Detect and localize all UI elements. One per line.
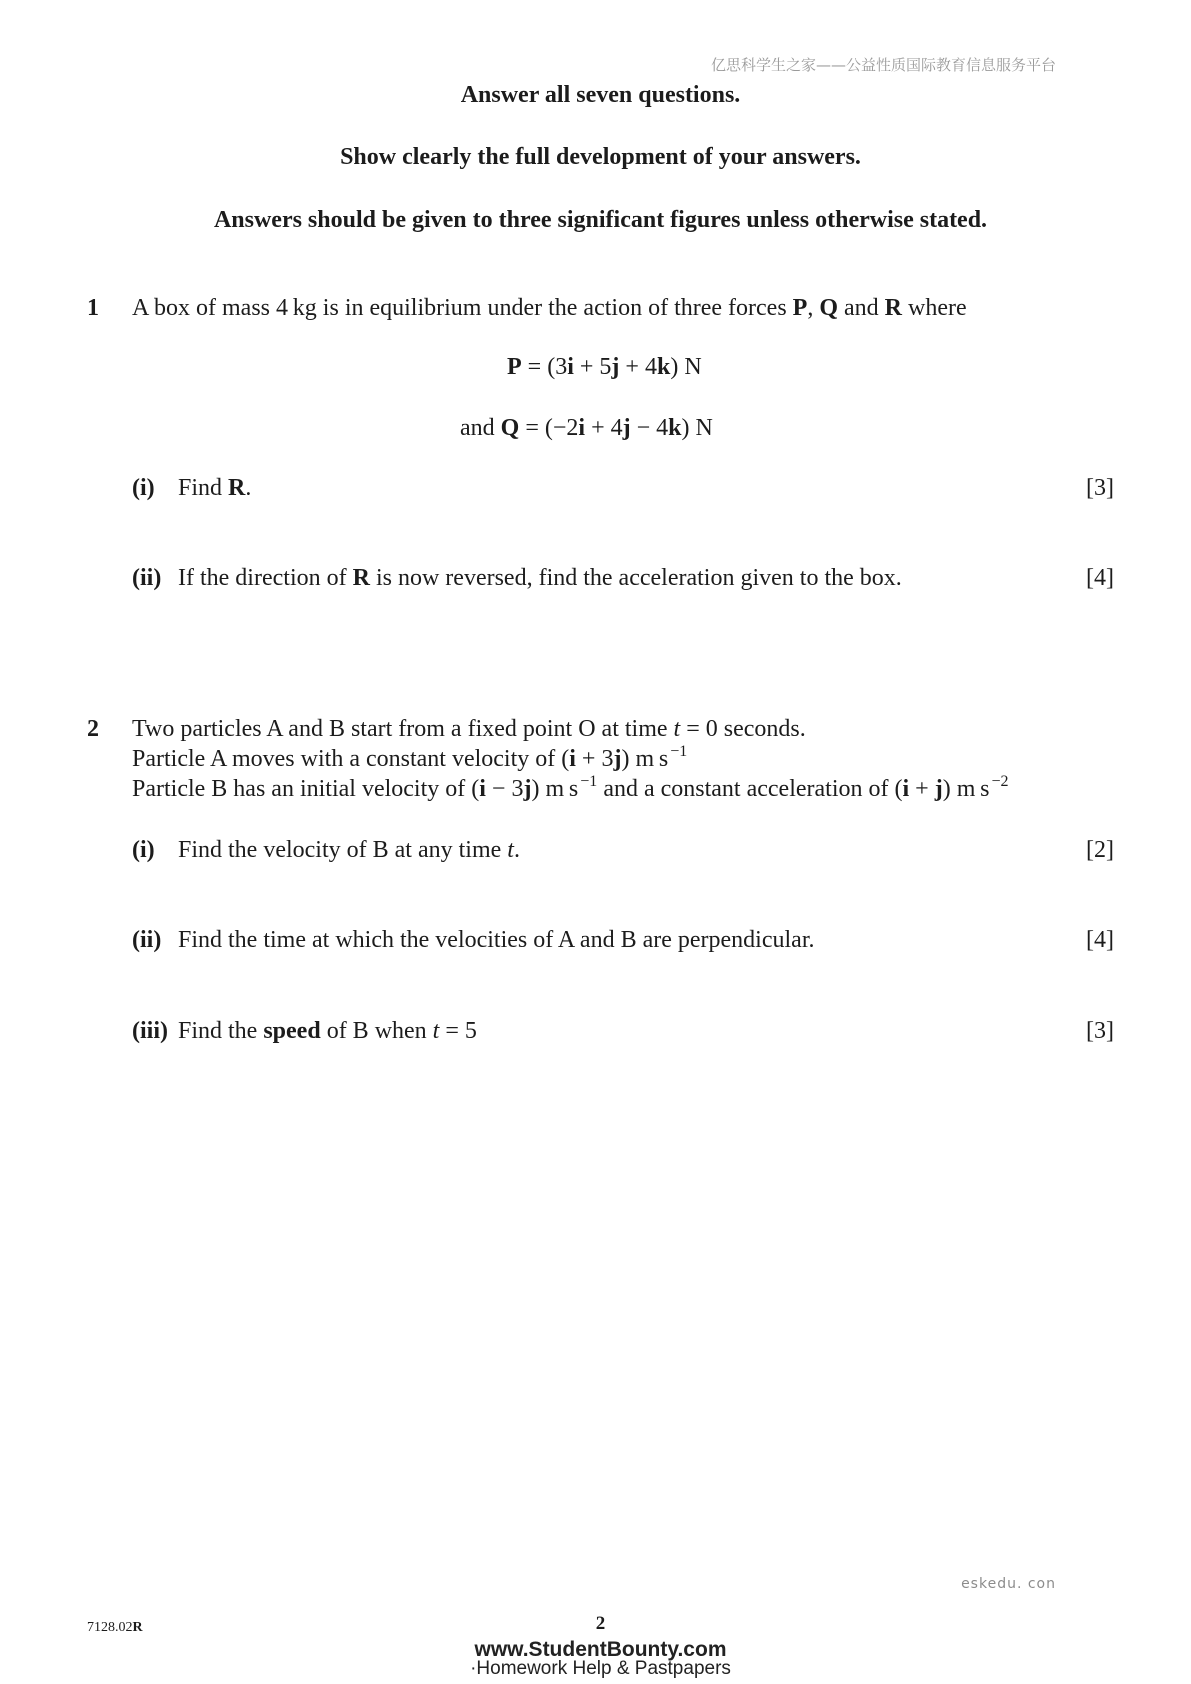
part-label: (ii) (132, 927, 162, 953)
part-marks: [4] (1086, 927, 1114, 953)
text-run: is now reversed, find the acceleration given to the box. (369, 565, 902, 591)
logo-tagline: ·Homework Help & Pastpapers (470, 1658, 731, 1679)
text-run: Find the time at which the velocities of A and B are perpendicular. (178, 927, 815, 953)
text-run: − 3 (485, 776, 524, 802)
text-run: ) N (670, 354, 702, 380)
text-run: + 3 (575, 746, 614, 772)
part-label: (i) (132, 475, 155, 501)
text-run: Particle A moves with a constant velocity of ( (132, 746, 570, 772)
question-number: 1 (87, 295, 99, 321)
text-run: and (838, 295, 885, 321)
part-marks: [3] (1086, 475, 1114, 501)
unit-vector: j (611, 354, 620, 380)
unit-vector: i (569, 746, 576, 772)
text-run: ) m s (621, 746, 669, 772)
text-run: + 4 (619, 354, 657, 380)
part-text (178, 1017, 477, 1045)
text-run: ) m s (942, 776, 990, 802)
paper-code-suffix: R (132, 1620, 143, 1635)
superscript: −1 (580, 773, 598, 790)
part-label: (ii) (132, 565, 162, 591)
studentbounty-logo (87, 1640, 1114, 1678)
instruction-significant-figures: Answers should be given to three significant figures unless otherwise stated. (213, 207, 988, 233)
question-stem-line (132, 775, 1009, 806)
superscript: −1 (670, 743, 688, 760)
text-run: = (−2 (519, 415, 579, 441)
unit-vector: j (523, 776, 532, 802)
text-run: ) m s (531, 776, 579, 802)
unit-vector: i (902, 776, 910, 802)
variable-t: t (432, 1018, 440, 1044)
text-run: ) N (681, 415, 713, 441)
text-run: Find (178, 475, 229, 501)
instruction-show-working: Show clearly the full development of your answers. (340, 144, 861, 170)
variable-t: t (507, 837, 514, 863)
part-text (178, 836, 520, 864)
part-label: (iii) (132, 1018, 168, 1044)
vector-symbol: P (507, 354, 522, 380)
equation-p (507, 353, 702, 381)
superscript: −2 (991, 773, 1009, 790)
logo-url: www.StudentBounty.com (474, 1638, 727, 1661)
vector-symbol: R (352, 565, 370, 591)
unit-vector: k (668, 415, 682, 441)
text-run: . (245, 475, 252, 501)
vector-symbol: R (228, 475, 246, 501)
part-marks: [4] (1086, 565, 1114, 591)
text-run: + (909, 776, 935, 802)
text-run: Find the (178, 1018, 264, 1044)
text-run: If the direction of (178, 565, 353, 591)
instruction-answer-all: Answer all seven questions. (460, 82, 741, 108)
unit-vector: j (613, 746, 622, 772)
equation-q (460, 414, 713, 442)
text-run: where (902, 295, 967, 321)
text-run: = 5 (439, 1018, 477, 1044)
question-stem-line (132, 715, 806, 743)
unit-vector: j (622, 415, 631, 441)
question-stem (132, 294, 967, 322)
part-text (178, 926, 815, 954)
unit-vector: i (578, 415, 586, 441)
part-text (178, 564, 902, 592)
vector-symbol: Q (819, 295, 838, 321)
part-marks: [2] (1086, 837, 1114, 863)
text-run: + 5 (573, 354, 612, 380)
text-run: of B when (320, 1018, 433, 1044)
text-run: Find the velocity of B at any time (178, 837, 508, 863)
text-run: = 0 seconds. (680, 716, 806, 742)
unit-vector: j (934, 776, 943, 802)
vector-symbol: R (884, 295, 902, 321)
text-run: = (3 (521, 354, 568, 380)
text-run: . (513, 837, 520, 863)
paper-code-number: 7128.02 (87, 1620, 133, 1635)
text-run: Particle B has an initial velocity of ( (132, 776, 480, 802)
part-label: (i) (132, 837, 155, 863)
text-run: and (460, 415, 501, 441)
question-number: 2 (87, 716, 99, 742)
part-marks: [3] (1086, 1018, 1114, 1044)
unit-vector: k (656, 354, 671, 380)
question-stem-line (132, 745, 687, 776)
unit-vector: i (567, 354, 574, 380)
page-number: 2 (595, 1613, 606, 1634)
footer-watermark: eskedu. con (961, 1576, 1056, 1592)
part-text (178, 474, 251, 502)
text-run: , (807, 295, 820, 321)
header-watermark: 亿思科学生之家——公益性质国际教育信息服务平台 (710, 56, 1056, 74)
variable-t: t (673, 716, 681, 742)
vector-symbol: Q (500, 415, 520, 441)
emphasis: speed (263, 1018, 321, 1044)
text-run: and a constant acceleration of ( (597, 776, 903, 802)
unit-vector: i (479, 776, 486, 802)
text-run: Two particles A and B start from a fixed point O at time (132, 716, 674, 742)
text-run: A box of mass 4 kg is in equilibrium under the action of three forces (132, 295, 793, 321)
text-run: + 4 (585, 415, 623, 441)
text-run: − 4 (630, 415, 669, 441)
vector-symbol: P (792, 295, 808, 321)
